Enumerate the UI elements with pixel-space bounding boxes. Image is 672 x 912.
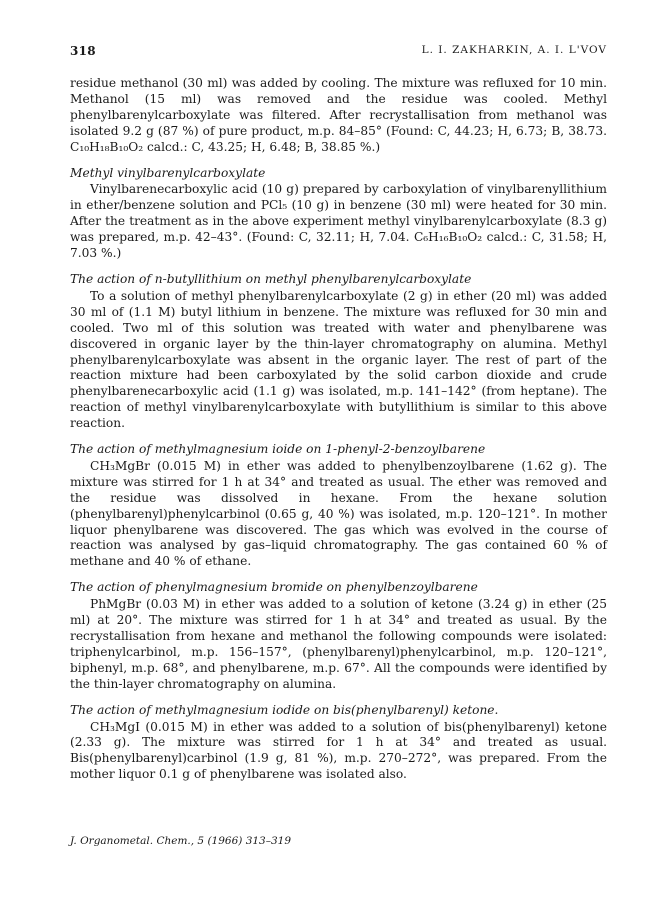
section-phenylmagnesium-bromide-action xyxy=(70,580,607,692)
page-number: 318 xyxy=(70,44,96,58)
section-title: The action of n-butyllithium on methyl phenylbarenylcarboxylate xyxy=(70,271,472,286)
running-head-authors: L. I. ZAKHARKIN, A. I. L'VOV xyxy=(421,44,607,56)
section-title: The action of methylmagnesium ioide on 1-phenyl-2-benzoylbarene xyxy=(70,442,486,457)
intro-paragraph: residue methanol (30 ml) was added by cooling. The mixture was refluxed for 10 min. Methanol (15 ml) was removed and the residue was cooled. Methyl phenylbarenylcarboxylate was filtered. After recrystallisation from methanol was isolated 9.2 g (87 %) of pure product, m.p. 84–85° (Found: C, 44.23; H, 6.73; B, 38.73. C₁₀H₁₈B₁₀O₂ calcd.: C, 43.25; H, 6.48; B, 38.85 %.) xyxy=(70,76,607,154)
section-paragraph: Vinylbarenecarboxylic acid (10 g) prepared by carboxylation of vinylbarenyllithium in ether/benzene solution and PCl₅ (10 g) in benzene (30 ml) were heated for 30 min. After the treatment as in the above experiment methyl vinylbarenylcarboxylate (8.3 g) was prepared, m.p. 42–43°. (Found: C, 32.11; H, 7.04. C₆H₁₆B₁₀O₂ calcd.: C, 31.58; H, 7.03 %.) xyxy=(70,182,607,261)
section-paragraph: PhMgBr (0.03 M) in ether was added to a solution of ketone (3.24 g) in ether (25 ml) at 20°. The mixture was stirred for 1 h at 34° and treated as usual. By the recrystallisation from hexane and methanol the following compounds were isolated: triphenylcarbinol, m.p. 156–157°, (phenylbarenyl)phenylcarbinol, m.p. 120–121°, biphenyl, m.p. 68°, and phenylbarene, m.p. 67°. All the compounds were identified by the thin-layer chromatography on alumina. xyxy=(70,597,607,691)
section-paragraph: CH₃MgI (0.015 M) in ether was added to a solution of bis(phenylbarenyl) ketone (2.33 g). The mixture was stirred for 1 h at 34° and treated as usual. Bis(phenylbarenyl)carbinol (1.9 g, 81 %), m.p. 270–272°, was prepared. From the mother liquor 0.1 g of phenylbarene was isolated also. xyxy=(70,719,607,782)
running-head xyxy=(70,44,607,62)
section-paragraph: To a solution of methyl phenylbarenylcarboxylate (2 g) in ether (20 ml) was added 30 ml of (1.1 M) butyl lithium in benzene. The mixture was refluxed for 30 min and cooled. Two ml of this solution was treated with water and phenylbarene was discovered in organic layer by the thin-layer chromatography on alumina. Methyl phenylbarenylcarboxylate was absent in the organic layer. The rest of part of the reaction mixture had been carboxylated by the solid carbon dioxide and crude phenylbarenecarboxylic acid (1.1 g) was isolated, m.p. 141–142° (from heptane). The reaction of methyl vinylbarenylcarboxylate with butyllithium is similar to this above reaction. xyxy=(70,288,607,431)
journal-citation: J. Organometal. Chem., 5 (1966) 313–319 xyxy=(70,835,292,847)
section-methyl-vinylbarenylcarboxylate xyxy=(70,166,607,262)
body-text xyxy=(70,76,607,783)
section-methylmagnesium-ioide-action xyxy=(70,442,607,570)
section-methylmagnesium-iodide-ketone xyxy=(70,703,607,784)
section-butyllithium-action xyxy=(70,272,607,432)
section-title: Methyl vinylbarenylcarboxylate xyxy=(70,165,266,180)
section-paragraph: CH₃MgBr (0.015 M) in ether was added to phenylbenzoylbarene (1.62 g). The mixture was stirred for 1 h at 34° and treated as usual. The ether was removed and the residue was dissolved in hexane. From the hexane solution (phenylbarenyl)phenylcarbinol (0.65 g, 40 %) was isolated, m.p. 120–121°. In mother liquor phenylbarene was discovered. The gas which was evolved in the course of reaction was analysed by gas–liquid chromatography. The gas contained 60 % of methane and 40 % of ethane. xyxy=(70,458,607,569)
section-title: The action of phenylmagnesium bromide on phenylbenzoylbarene xyxy=(70,580,478,595)
section-title: The action of methylmagnesium iodide on bis(phenylbarenyl) ketone. xyxy=(70,702,499,717)
